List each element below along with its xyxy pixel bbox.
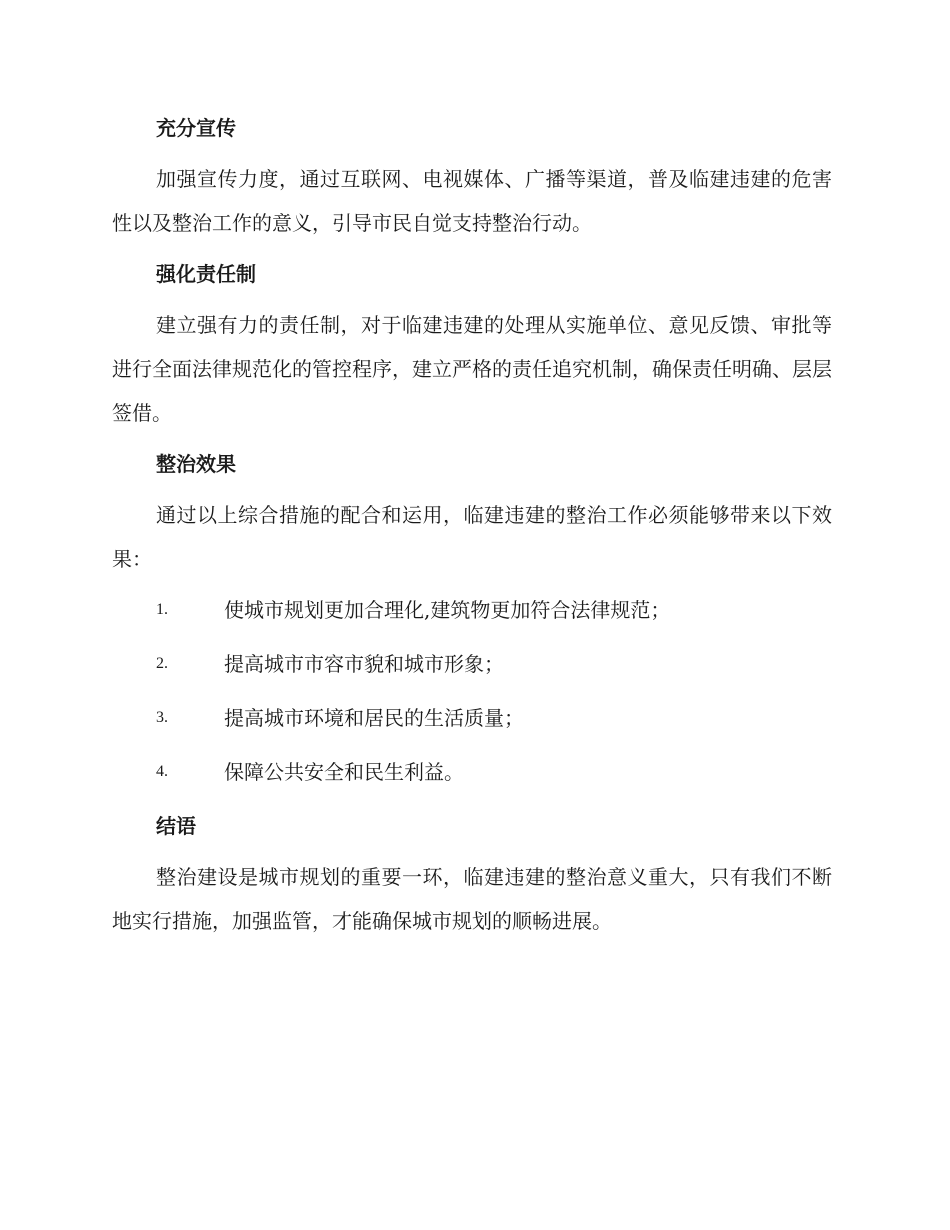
section-paragraph-effects: 通过以上综合措施的配合和运用，临建违建的整治工作必须能够带来以下效果：: [112, 503, 832, 571]
section-heading-conclusion: 结语: [156, 814, 196, 838]
list-item-number: 4.: [156, 763, 168, 780]
section-paragraph-conclusion: 整治建设是城市规划的重要一环，临建违建的整治意义重大，只有我们不断地实行措施，加强监管，才能确保城市规划的顺畅进展。: [112, 865, 832, 933]
list-item: [112, 696, 832, 740]
effects-list: [112, 588, 832, 794]
list-item-text: 提高城市市容市貌和城市形象；: [224, 652, 504, 676]
section-heading-responsibility: 强化责任制: [156, 262, 256, 286]
list-item-text: 使城市规划更加合理化,建筑物更加符合法律规范；: [224, 598, 671, 622]
list-item-number: 2.: [156, 655, 168, 672]
list-item: [112, 642, 832, 686]
section-heading-effects: 整治效果: [156, 452, 236, 476]
list-item: [112, 750, 832, 794]
list-item-number: 3.: [156, 709, 168, 726]
section-paragraph-publicity: 加强宣传力度，通过互联网、电视媒体、广播等渠道，普及临建违建的危害性以及整治工作的意义，引导市民自觉支持整治行动。: [112, 167, 832, 235]
section-paragraph-responsibility: 建立强有力的责任制，对于临建违建的处理从实施单位、意见反馈、审批等进行全面法律规范化的管控程序，建立严格的责任追究机制，确保责任明确、层层签借。: [112, 313, 832, 425]
list-item-text: 提高城市环境和居民的生活质量；: [224, 706, 524, 730]
list-item-text: 保障公共安全和民生利益。: [224, 760, 464, 784]
list-item-number: 1.: [156, 601, 168, 618]
list-item: [112, 588, 832, 632]
section-heading-publicity: 充分宣传: [156, 116, 236, 140]
document-body: [112, 106, 832, 950]
